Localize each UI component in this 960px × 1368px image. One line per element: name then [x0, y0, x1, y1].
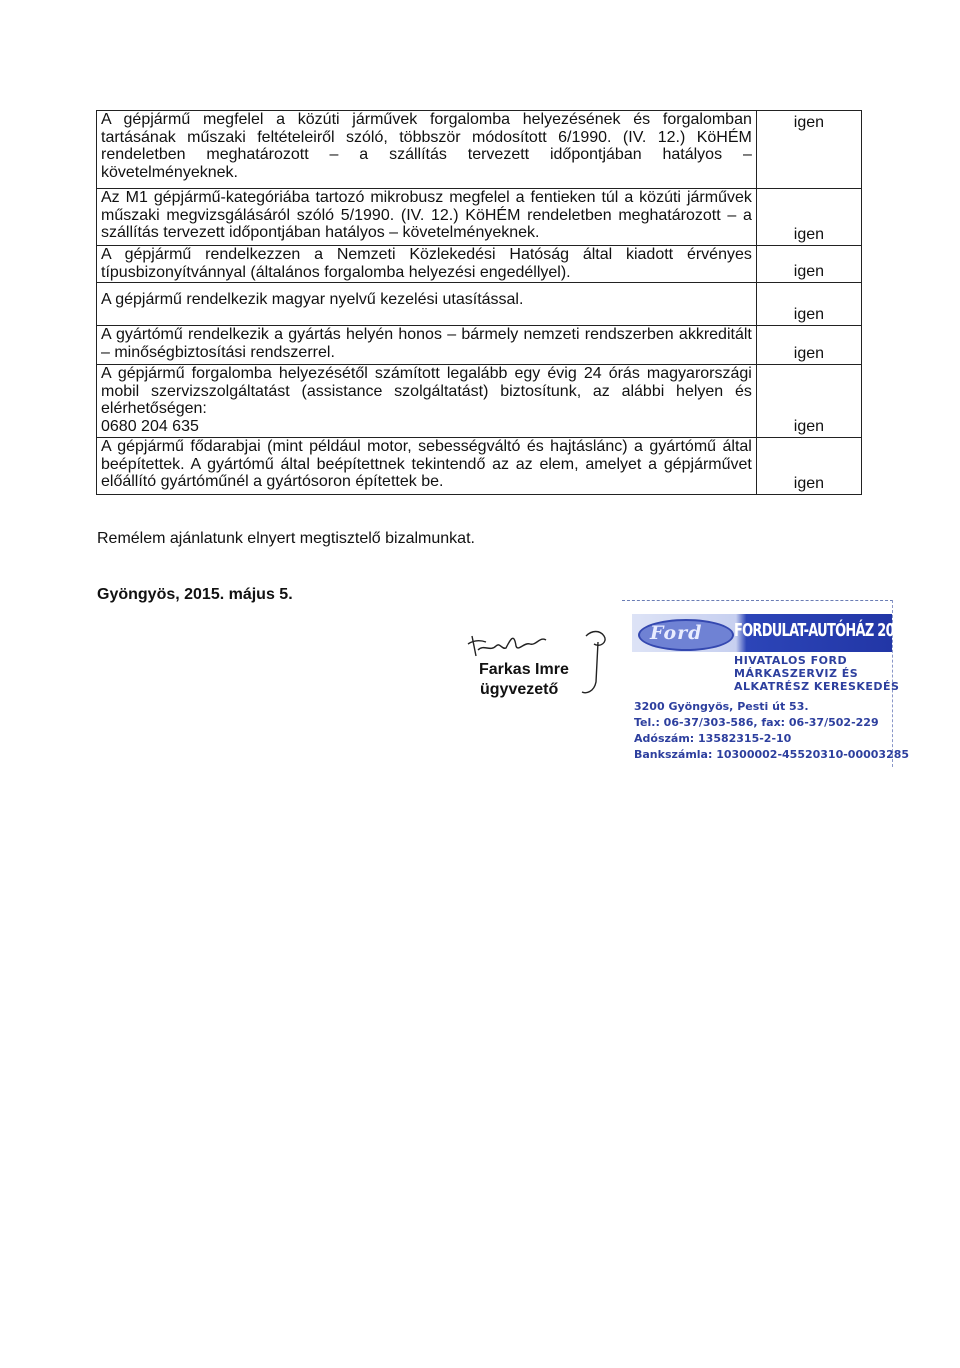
- requirement-status: igen: [756, 111, 861, 189]
- stamp-tax-number: Adószám: 13582315-2-10: [634, 732, 792, 745]
- table-row: [97, 326, 862, 365]
- requirement-status: igen: [756, 246, 861, 283]
- table-row: [97, 246, 862, 283]
- requirements-table: [96, 110, 862, 495]
- requirement-status: igen: [756, 283, 861, 326]
- requirement-status: igen: [756, 189, 861, 246]
- signer-title: ügyvezető: [480, 681, 559, 698]
- requirement-text: A gépjármű rendelkezik magyar nyelvű kezelési utasítással.: [97, 283, 757, 326]
- stamp-line: MÁRKASZERVIZ ÉS: [734, 667, 859, 680]
- company-stamp: [622, 600, 939, 770]
- ford-logo-text: Ford: [650, 622, 703, 644]
- requirement-text: A gépjármű forgalomba helyezésétől számított legalább egy évig 24 órás magyarországi mobil szervizszolgáltatást (assistance szolgáltatást) biztosítunk, az alábbi helyen és elérhetőségen: 0680 204 635: [97, 365, 757, 438]
- stamp-company-name: FORDULAT-AUTÓHÁZ 2005 Kft.: [734, 620, 939, 641]
- place-and-date: Gyöngyös, 2015. május 5.: [97, 586, 293, 603]
- table-row: [97, 283, 862, 326]
- table-row: [97, 111, 862, 189]
- stamp-line: ALKATRÉSZ KERESKEDÉS: [734, 680, 900, 693]
- requirement-text: A gyártómű rendelkezik a gyártás helyén honos – bármely nemzeti rendszerben akkreditált – minőségbiztosítási rendszerrel.: [97, 326, 757, 365]
- closing-sentence: Remélem ajánlatunk elnyert megtisztelő bizalmunkat.: [97, 530, 475, 547]
- signer-name: Farkas Imre: [479, 661, 569, 678]
- table-row: [97, 438, 862, 495]
- requirement-text: A gépjármű megfelel a közúti járművek forgalomba helyezésének és forgalomban tartásának műszaki feltételeiről szóló, többször módosított 6/1990. (IV. 12.) KöHÉM rendeletben meghatározott – a szállítás tervezett időpontjában hatályos – követelményeknek.: [97, 111, 757, 189]
- requirement-status: igen: [756, 326, 861, 365]
- requirement-status: igen: [756, 365, 861, 438]
- requirement-text: A gépjármű rendelkezzen a Nemzeti Közlekedési Hatóság által kiadott érvényes típusbizonyítvánnyal (általános forgalomba helyezési engedéllyel).: [97, 246, 757, 283]
- requirement-text: A gépjármű fődarabjai (mint például motor, sebességváltó és hajtáslánc) a gyártómű által beépítettek. A gyártómű által beépítettnek tekintendő az az elem, amelyet a gépjárművet előállító gyártóműnél a gyártósoron építettek be.: [97, 438, 757, 495]
- requirement-text: Az M1 gépjármű-kategóriába tartozó mikrobusz megfelel a fentieken túl a közúti járművek műszaki megvizsgálásáról szóló 5/1990. (IV. 12.) KöHÉM rendeletben meghatározott – a szállítás tervezett időpontjában hatályos – követelményeknek.: [97, 189, 757, 246]
- stamp-phone: Tel.: 06-37/303-586, fax: 06-37/502-229: [634, 716, 879, 729]
- stamp-line: HIVATALOS FORD: [734, 654, 848, 667]
- table-row: [97, 365, 862, 438]
- table-row: [97, 189, 862, 246]
- stamp-bank-account: Bankszámla: 10300002-45520310-00003285: [634, 748, 910, 761]
- requirement-status: igen: [756, 438, 861, 495]
- stamp-address: 3200 Gyöngyös, Pesti út 53.: [634, 700, 809, 713]
